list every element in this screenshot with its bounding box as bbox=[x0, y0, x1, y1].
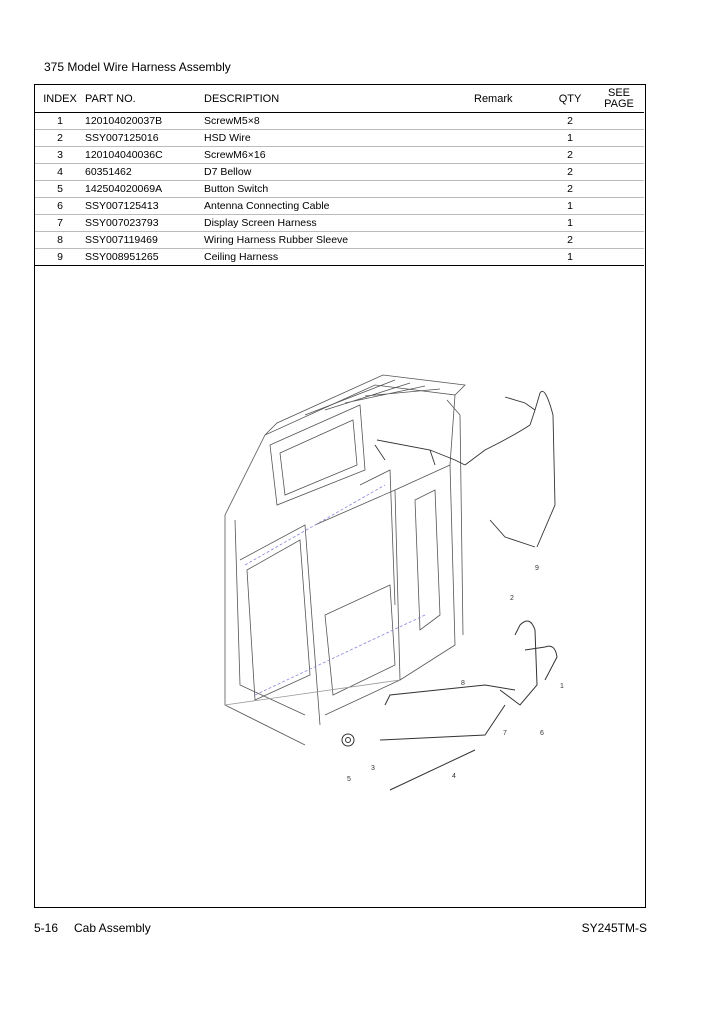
callout-1: 1 bbox=[560, 683, 564, 690]
page-title: 375 Model Wire Harness Assembly bbox=[44, 60, 231, 74]
header-remark: Remark bbox=[474, 85, 546, 113]
header-see-page bbox=[594, 85, 644, 113]
footer-page-number: 5-16 bbox=[34, 921, 59, 935]
cell-qty: 2 bbox=[546, 113, 594, 130]
cab-frame-drawing bbox=[225, 375, 465, 745]
cell-remark bbox=[474, 232, 546, 249]
cell-qty: 1 bbox=[546, 249, 594, 266]
table-row bbox=[35, 147, 644, 164]
header-index: INDEX bbox=[35, 85, 85, 113]
cell-part-no: SSY007023793 bbox=[85, 215, 204, 232]
cell-index: 9 bbox=[35, 249, 85, 266]
lower-harness-drawing bbox=[380, 621, 557, 790]
cell-part-no: SSY007125016 bbox=[85, 130, 204, 147]
cab-harness-diagram bbox=[185, 285, 605, 783]
cell-part-no: 142504020069A bbox=[85, 181, 204, 198]
cell-description: Wiring Harness Rubber Sleeve bbox=[204, 232, 474, 249]
cell-description: D7 Bellow bbox=[204, 164, 474, 181]
cell-see-page bbox=[594, 181, 644, 198]
cell-index: 3 bbox=[35, 147, 85, 164]
cell-see-page bbox=[594, 232, 644, 249]
cell-qty: 2 bbox=[546, 147, 594, 164]
cell-see-page bbox=[594, 147, 644, 164]
cell-part-no: SSY007125413 bbox=[85, 198, 204, 215]
cell-qty: 1 bbox=[546, 198, 594, 215]
header-qty: QTY bbox=[546, 85, 594, 113]
cell-qty: 1 bbox=[546, 215, 594, 232]
cell-see-page bbox=[594, 215, 644, 232]
footer-model: SY245TM-S bbox=[581, 921, 647, 935]
parts-frame bbox=[34, 84, 646, 908]
cell-qty: 2 bbox=[546, 181, 594, 198]
callout-5: 5 bbox=[347, 776, 351, 783]
cell-index: 8 bbox=[35, 232, 85, 249]
button-switch-drawing bbox=[342, 734, 354, 746]
cell-description: ScrewM5×8 bbox=[204, 113, 474, 130]
cell-remark bbox=[474, 249, 546, 266]
callout-3: 3 bbox=[371, 765, 375, 772]
cell-qty: 2 bbox=[546, 164, 594, 181]
table-row bbox=[35, 164, 644, 181]
cell-description: Display Screen Harness bbox=[204, 215, 474, 232]
table-row bbox=[35, 113, 644, 130]
cell-see-page bbox=[594, 249, 644, 266]
cell-part-no: 120104040036C bbox=[85, 147, 204, 164]
cell-qty: 1 bbox=[546, 130, 594, 147]
cell-index: 5 bbox=[35, 181, 85, 198]
table-row bbox=[35, 249, 644, 266]
cell-index: 6 bbox=[35, 198, 85, 215]
parts-table bbox=[35, 85, 644, 266]
cell-part-no: 120104020037B bbox=[85, 113, 204, 130]
cell-index: 2 bbox=[35, 130, 85, 147]
cell-see-page bbox=[594, 113, 644, 130]
cell-see-page bbox=[594, 164, 644, 181]
cell-remark bbox=[474, 215, 546, 232]
cell-part-no: 60351462 bbox=[85, 164, 204, 181]
cell-description: Ceiling Harness bbox=[204, 249, 474, 266]
cell-remark bbox=[474, 198, 546, 215]
cell-index: 1 bbox=[35, 113, 85, 130]
cell-description: Button Switch bbox=[204, 181, 474, 198]
callout-2: 2 bbox=[510, 595, 514, 602]
cell-index: 7 bbox=[35, 215, 85, 232]
header-see-line1: SEE bbox=[607, 86, 630, 99]
cell-part-no: SSY007119469 bbox=[85, 232, 204, 249]
table-header-row bbox=[35, 85, 644, 113]
callout-7: 7 bbox=[503, 730, 507, 737]
footer-section: Cab Assembly bbox=[74, 921, 151, 935]
header-see-line2: PAGE bbox=[604, 97, 634, 110]
table-row bbox=[35, 215, 644, 232]
cell-see-page bbox=[594, 130, 644, 147]
cell-remark bbox=[474, 113, 546, 130]
table-row bbox=[35, 198, 644, 215]
callout-8: 8 bbox=[461, 680, 465, 687]
cell-part-no: SSY008951265 bbox=[85, 249, 204, 266]
ceiling-harness-drawing bbox=[375, 391, 555, 547]
table-row bbox=[35, 130, 644, 147]
callout-9: 9 bbox=[535, 565, 539, 572]
cell-remark bbox=[474, 164, 546, 181]
callout-4: 4 bbox=[452, 773, 456, 780]
cell-index: 4 bbox=[35, 164, 85, 181]
header-description: DESCRIPTION bbox=[204, 85, 474, 113]
header-part-no: PART NO. bbox=[85, 85, 204, 113]
cell-remark bbox=[474, 147, 546, 164]
table-row bbox=[35, 232, 644, 249]
cell-remark bbox=[474, 181, 546, 198]
cell-qty: 2 bbox=[546, 232, 594, 249]
cell-description: Antenna Connecting Cable bbox=[204, 198, 474, 215]
cell-description: ScrewM6×16 bbox=[204, 147, 474, 164]
table-row bbox=[35, 181, 644, 198]
cell-see-page bbox=[594, 198, 644, 215]
cell-description: HSD Wire bbox=[204, 130, 474, 147]
cell-remark bbox=[474, 130, 546, 147]
callout-6: 6 bbox=[540, 730, 544, 737]
